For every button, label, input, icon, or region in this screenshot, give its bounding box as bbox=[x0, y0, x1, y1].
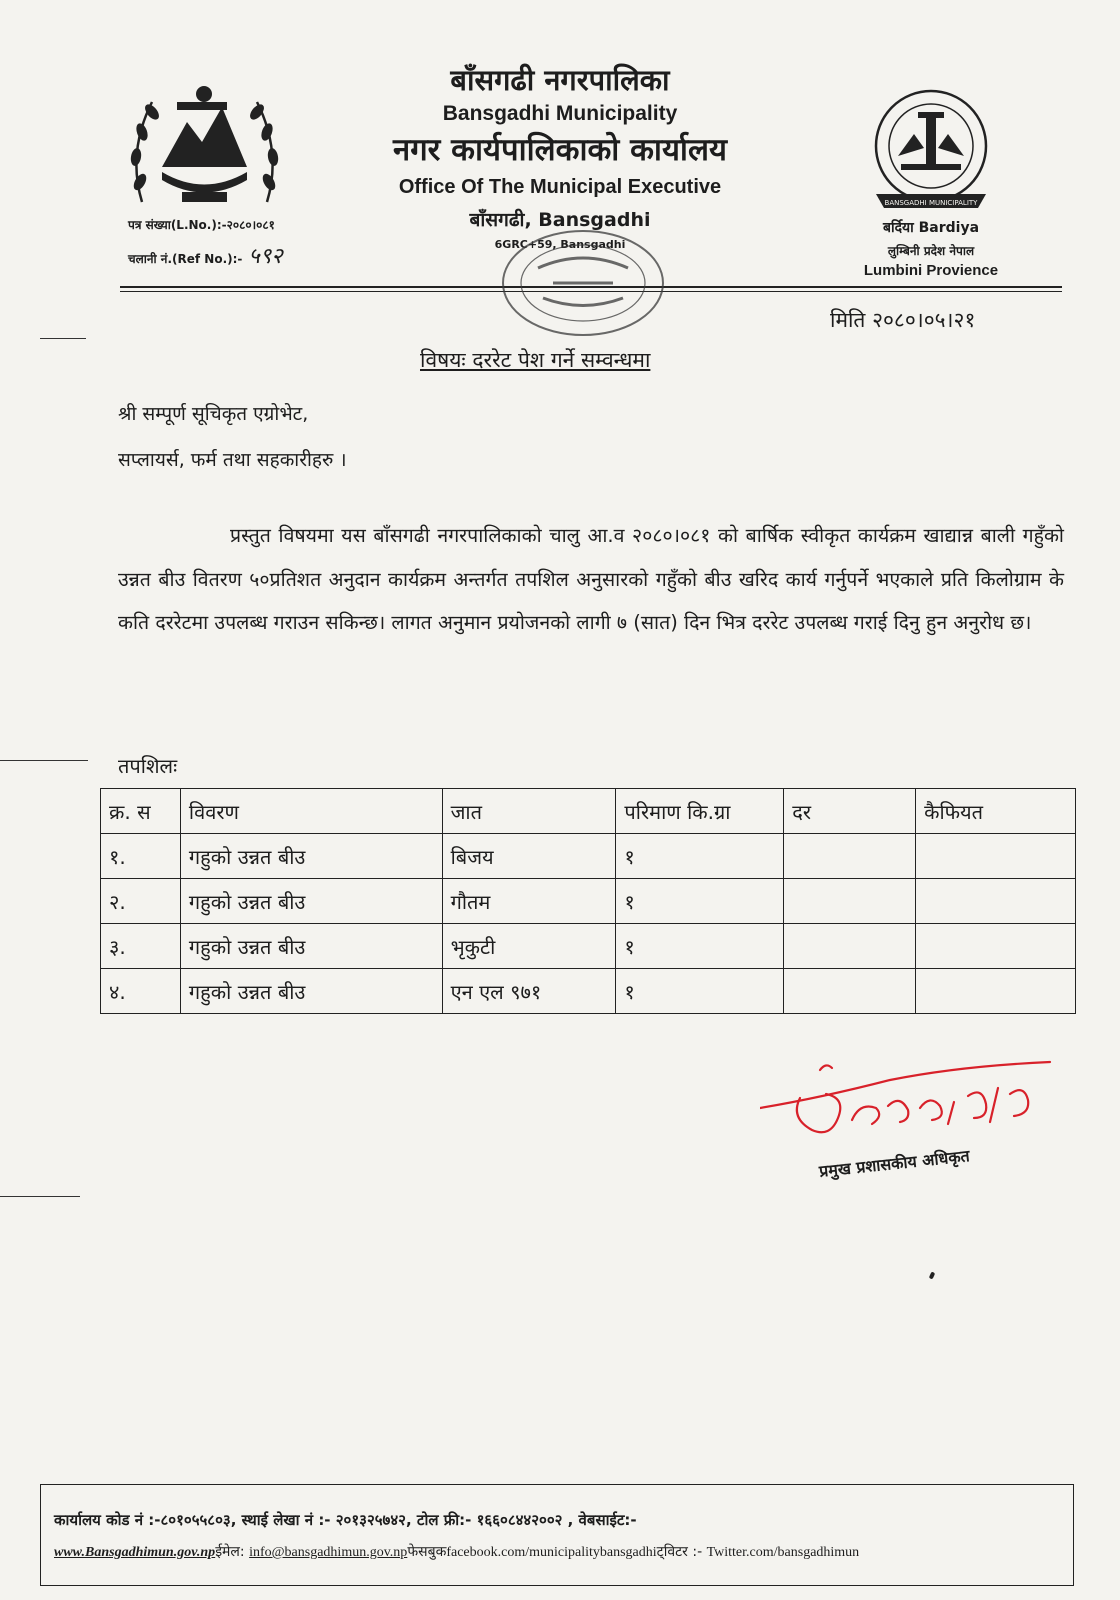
letter-number-value: २०८०।०८१ bbox=[226, 218, 275, 232]
details-label: तपशिलः bbox=[118, 754, 178, 778]
cell-rate bbox=[784, 969, 916, 1014]
reference-number-value: ५९२ bbox=[248, 244, 283, 269]
office-stamp-icon bbox=[498, 228, 668, 348]
footer-box bbox=[40, 1484, 1074, 1586]
office-name-nepali: नगर कार्यपालिकाको कार्यालय bbox=[393, 132, 727, 168]
municipality-name-english: Bansgadhi Municipality bbox=[442, 102, 678, 125]
margin-mark bbox=[40, 338, 86, 339]
ink-dot bbox=[929, 1271, 936, 1279]
cell-description: गहुको उन्नत बीउ bbox=[180, 834, 442, 879]
header-remarks: कैफियत bbox=[916, 789, 1076, 834]
letter-number-label: पत्र संख्या(L.No.):- bbox=[128, 218, 227, 232]
cell-quantity: १ bbox=[616, 969, 784, 1014]
cell-rate bbox=[784, 834, 916, 879]
cell-serial: ४. bbox=[101, 969, 181, 1014]
footer-contact-line: कार्यालय कोड नं :-८०१०५५८०३, स्थाई लेखा नं :- २०१३२५७४२, टोल फ्री:- १६६०८४४२००२ , वेबसाईट:- bbox=[54, 1511, 637, 1529]
margin-mark bbox=[0, 1196, 80, 1197]
cell-quantity: १ bbox=[616, 879, 784, 924]
header-description: विवरण bbox=[180, 789, 442, 834]
footer-twitter-label: ट्विटर :- bbox=[656, 1544, 703, 1560]
cell-quantity: १ bbox=[616, 924, 784, 969]
footer-links-line bbox=[54, 1542, 859, 1561]
cell-remarks bbox=[916, 834, 1076, 879]
letter-subject: विषयः दररेट पेश गर्ने सम्वन्धमा bbox=[420, 348, 651, 372]
svg-text:BANSGADHI MUNICIPALITY: BANSGADHI MUNICIPALITY bbox=[884, 199, 978, 207]
signatory-title: प्रमुख प्रशासकीय अधिकृत bbox=[818, 1146, 971, 1181]
footer-website-link[interactable]: www.Bansgadhimun.gov.np bbox=[54, 1545, 216, 1560]
table-row bbox=[101, 879, 1076, 924]
province-english: Lumbini Provience bbox=[863, 262, 999, 279]
cell-description: गहुको उन्नत बीउ bbox=[180, 879, 442, 924]
cell-variety: भृकुटी bbox=[442, 924, 616, 969]
footer-facebook-link[interactable]: facebook.com/municipalitybansgadhi bbox=[446, 1545, 657, 1560]
office-location: बाँसगढी, Bansgadhi bbox=[469, 209, 651, 231]
footer-twitter-link[interactable]: Twitter.com/bansgadhimun bbox=[706, 1545, 860, 1560]
cell-serial: २. bbox=[101, 879, 181, 924]
footer-email-link[interactable]: info@bansgadhimun.gov.np bbox=[249, 1545, 408, 1560]
letter-date: मिति २०८०।०५।२१ bbox=[830, 308, 976, 332]
table-row bbox=[101, 834, 1076, 879]
cell-variety: बिजय bbox=[442, 834, 616, 879]
header-serial: क्र. स bbox=[101, 789, 181, 834]
table-header-row bbox=[101, 789, 1076, 834]
header-quantity: परिमाण कि.ग्रा bbox=[616, 789, 784, 834]
cell-remarks bbox=[916, 924, 1076, 969]
addressee-line-2: सप्लायर्स, फर्म तथा सहकारीहरु । bbox=[118, 449, 347, 471]
municipality-seal-icon bbox=[866, 84, 996, 232]
cell-rate bbox=[784, 879, 916, 924]
seed-items-table bbox=[100, 788, 1076, 1014]
header-variety: जात bbox=[442, 789, 616, 834]
plus-code: 6GRC+59, Bansgadhi bbox=[494, 238, 626, 251]
cell-serial: १. bbox=[101, 834, 181, 879]
margin-mark bbox=[0, 760, 88, 761]
table-row bbox=[101, 924, 1076, 969]
cell-remarks bbox=[916, 879, 1076, 924]
cell-description: गहुको उन्नत बीउ bbox=[180, 924, 442, 969]
cell-serial: ३. bbox=[101, 924, 181, 969]
signature-icon bbox=[760, 1058, 1060, 1148]
table-row bbox=[101, 969, 1076, 1014]
government-emblem-icon bbox=[122, 72, 287, 222]
cell-variety: गौतम bbox=[442, 879, 616, 924]
reference-number bbox=[128, 240, 283, 270]
footer-email-label: ईमेल: bbox=[215, 1544, 245, 1560]
cell-description: गहुको उन्नत बीउ bbox=[180, 969, 442, 1014]
province-nepali: लुम्बिनी प्रदेश नेपाल bbox=[887, 244, 975, 258]
header-rate: दर bbox=[784, 789, 916, 834]
addressee-line-1: श्री सम्पूर्ण सूचिकृत एग्रोभेट, bbox=[118, 403, 309, 425]
footer-facebook-label: फेसबुक bbox=[407, 1544, 447, 1560]
cell-rate bbox=[784, 924, 916, 969]
letter-body: प्रस्तुत विषयमा यस बाँसगढी नगरपालिकाको चालु आ.व २०८०।०८१ को बार्षिक स्वीकृत कार्यक्रम खाद्यान्न बाली गहुँको उन्नत बीउ वितरण ५०प्रतिशत अनुदान कार्यक्रम अन्तर्गत तपशिल अनुसारको गहुँको बीउ खरिद कार्य गर्नुपर्ने भएकाले प्रति किलोग्राम के कति दररेटमा उपलब्ध गराउन सकिन्छ। लागत अनुमान प्रयोजनको लागी ७ (सात) दिन भित्र दररेट उपलब्ध गराई दिनु हुन अनुरोध छ। bbox=[118, 524, 1064, 634]
cell-quantity: १ bbox=[616, 834, 784, 879]
reference-number-label: चलानी नं.(Ref No.):- bbox=[128, 252, 243, 266]
letter-number bbox=[128, 216, 275, 233]
cell-remarks bbox=[916, 969, 1076, 1014]
cell-variety: एन एल ९७१ bbox=[442, 969, 616, 1014]
office-name-english: Office Of The Municipal Executive bbox=[398, 176, 722, 198]
municipality-name-nepali: बाँसगढी नगरपालिका bbox=[450, 63, 670, 97]
district-name: बर्दिया Bardiya bbox=[882, 220, 980, 236]
